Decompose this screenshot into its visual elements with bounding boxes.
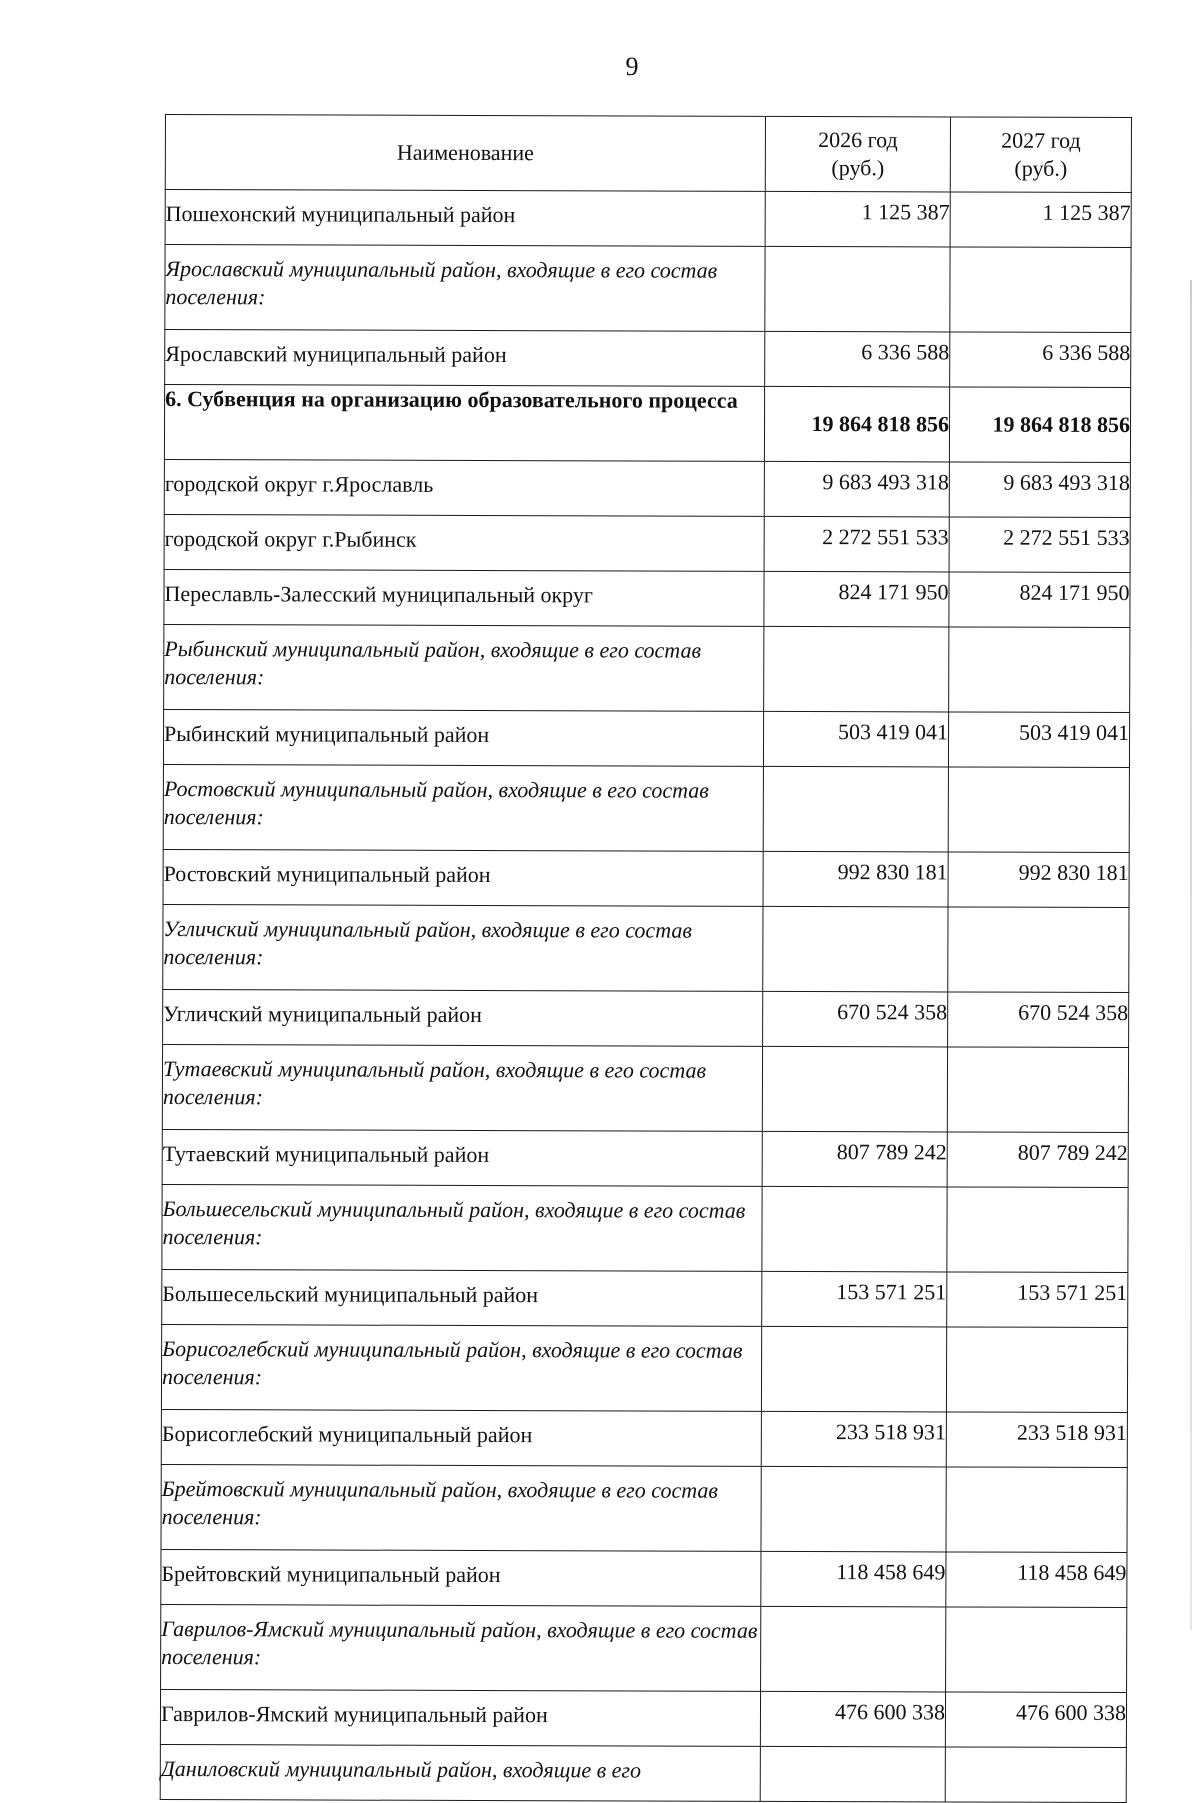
table-row: [165, 245, 1131, 333]
table-row: [162, 1184, 1128, 1272]
header-year-2026-label: 2026 год: [818, 127, 898, 153]
row-name-cell: Тутаевский муниципальный район, входящие в его состав поселения:: [162, 1044, 762, 1131]
header-name: [165, 115, 765, 192]
table-row: [164, 514, 1130, 572]
row-value-2026: 992 830 181: [763, 851, 948, 907]
row-value-2026: 824 171 950: [764, 571, 949, 627]
row-value-2026: [765, 246, 950, 332]
header-year-2026: [765, 116, 950, 192]
row-value-2027: 19 864 818 856: [949, 387, 1130, 463]
row-value-2026: 153 571 251: [762, 1271, 947, 1327]
row-value-2026: 19 864 818 856: [764, 386, 949, 462]
row-value-2026: [761, 1326, 946, 1412]
row-name-cell: Борисоглебский муниципальный район: [161, 1409, 761, 1466]
row-name-cell: Большесельский муниципальный район: [162, 1269, 762, 1326]
row-value-2027: 824 171 950: [949, 572, 1130, 628]
row-name-cell: Рыбинский муниципальный район, входящие в его состав поселения:: [164, 624, 764, 711]
row-value-2026: 476 600 338: [760, 1691, 945, 1747]
row-value-2027: 476 600 338: [945, 1692, 1126, 1748]
table-row: [161, 1464, 1127, 1552]
table-row: [163, 989, 1129, 1047]
row-value-2027: 807 789 242: [947, 1132, 1128, 1188]
table-row: [161, 1604, 1127, 1692]
row-name-cell: Гаврилов-Ямский муниципальный район: [160, 1689, 760, 1746]
row-name-cell: Гаврилов-Ямский муниципальный район, входящие в его состав поселения:: [161, 1604, 761, 1691]
table-row: [160, 1689, 1126, 1747]
row-value-2027: 1 125 387: [950, 192, 1131, 248]
table-row: [163, 849, 1129, 907]
table-row: [164, 569, 1130, 627]
row-name-cell: Борисоглебский муниципальный район, входящие в его состав поселения:: [161, 1324, 761, 1411]
table-row: [164, 459, 1130, 517]
row-name-cell: городской округ г.Рыбинск: [164, 514, 764, 571]
row-name-cell: Даниловский муниципальный район, входящие в его: [160, 1744, 760, 1801]
row-name-cell: Ростовский муниципальный район, входящие в его состав поселения:: [163, 764, 763, 851]
table-row: [165, 190, 1131, 248]
row-value-2027: [946, 1607, 1127, 1693]
header-year-2027: [950, 117, 1131, 193]
row-value-2026: [761, 1606, 946, 1692]
row-value-2027: 233 518 931: [946, 1412, 1127, 1468]
row-value-2027: 2 272 551 533: [949, 517, 1130, 573]
table-row: [163, 904, 1129, 992]
row-name-cell: 6. Субвенция на организацию образовательного процесса: [164, 385, 764, 462]
row-value-2027: 6 336 588: [950, 332, 1131, 388]
row-value-2027: [948, 767, 1129, 853]
row-value-2026: [762, 1186, 947, 1272]
row-value-2027: 992 830 181: [948, 852, 1129, 908]
row-value-2027: 118 458 649: [946, 1552, 1127, 1608]
row-name-cell: Большесельский муниципальный район, входящие в его состав поселения:: [162, 1184, 762, 1271]
row-value-2026: [763, 766, 948, 852]
row-name-cell: Ярославский муниципальный район, входящие в его состав поселения:: [165, 245, 765, 332]
row-name-cell: Брейтовский муниципальный район, входящие в его состав поселения:: [161, 1464, 761, 1551]
row-value-2027: [945, 1747, 1126, 1803]
table-row: [161, 1549, 1127, 1607]
row-name-cell: Угличский муниципальный район: [163, 989, 763, 1046]
table-row: [160, 1744, 1126, 1802]
row-value-2026: [763, 906, 948, 992]
row-value-2026: 6 336 588: [765, 331, 950, 387]
row-value-2027: 670 524 358: [948, 992, 1129, 1048]
row-value-2027: [950, 247, 1131, 333]
table-header-row: [165, 115, 1131, 193]
table-row: [165, 330, 1131, 388]
header-year-2027-unit: (руб.): [1014, 155, 1068, 181]
row-name-cell: Брейтовский муниципальный район: [161, 1549, 761, 1606]
header-name-label: Наименование: [396, 139, 534, 166]
budget-table: [160, 114, 1132, 1803]
row-value-2027: 503 419 041: [948, 712, 1129, 768]
row-value-2026: [764, 626, 949, 712]
row-name-cell: Ростовский муниципальный район: [163, 849, 763, 906]
row-value-2026: 2 272 551 533: [764, 516, 949, 572]
row-value-2026: 233 518 931: [761, 1411, 946, 1467]
row-name-cell: Переславль-Залесский муниципальный округ: [164, 569, 764, 626]
row-name-cell: Рыбинский муниципальный район: [163, 709, 763, 766]
row-value-2026: 503 419 041: [763, 711, 948, 767]
row-value-2026: 9 683 493 318: [764, 461, 949, 517]
row-value-2027: [947, 1047, 1128, 1133]
scan-edge-line: [1190, 280, 1192, 1630]
row-value-2026: [762, 1046, 947, 1132]
row-value-2026: [760, 1746, 945, 1802]
row-value-2026: 1 125 387: [765, 191, 950, 247]
row-value-2027: 153 571 251: [947, 1272, 1128, 1328]
table-row: [163, 764, 1129, 852]
row-value-2027: [946, 1467, 1127, 1553]
table-row: [162, 1129, 1128, 1187]
row-value-2027: [947, 1187, 1128, 1273]
header-year-2027-label: 2027 год: [1001, 127, 1081, 153]
table-row: [164, 385, 1130, 463]
row-value-2026: 670 524 358: [763, 991, 948, 1047]
row-name-cell: Ярославский муниципальный район: [165, 330, 765, 387]
header-year-2026-unit: (руб.): [831, 155, 885, 181]
page-number: 9: [625, 52, 639, 81]
table-row: [163, 709, 1129, 767]
row-name-cell: Угличский муниципальный район, входящие в его состав поселения:: [163, 904, 763, 991]
table-row: [162, 1269, 1128, 1327]
table-body: [160, 190, 1131, 1803]
row-value-2026: 807 789 242: [762, 1131, 947, 1187]
table-row: [164, 624, 1130, 712]
row-value-2026: [761, 1466, 946, 1552]
row-name-cell: Тутаевский муниципальный район: [162, 1129, 762, 1186]
table-row: [162, 1044, 1128, 1132]
row-value-2027: [946, 1327, 1127, 1413]
table-row: [161, 1324, 1127, 1412]
row-value-2027: [949, 627, 1130, 713]
row-name-cell: Пошехонский муниципальный район: [165, 190, 765, 247]
row-value-2027: [948, 907, 1129, 993]
table-row: [161, 1409, 1127, 1467]
row-name-cell: городской округ г.Ярославль: [164, 459, 764, 516]
row-value-2027: 9 683 493 318: [949, 462, 1130, 518]
row-value-2026: 118 458 649: [761, 1551, 946, 1607]
